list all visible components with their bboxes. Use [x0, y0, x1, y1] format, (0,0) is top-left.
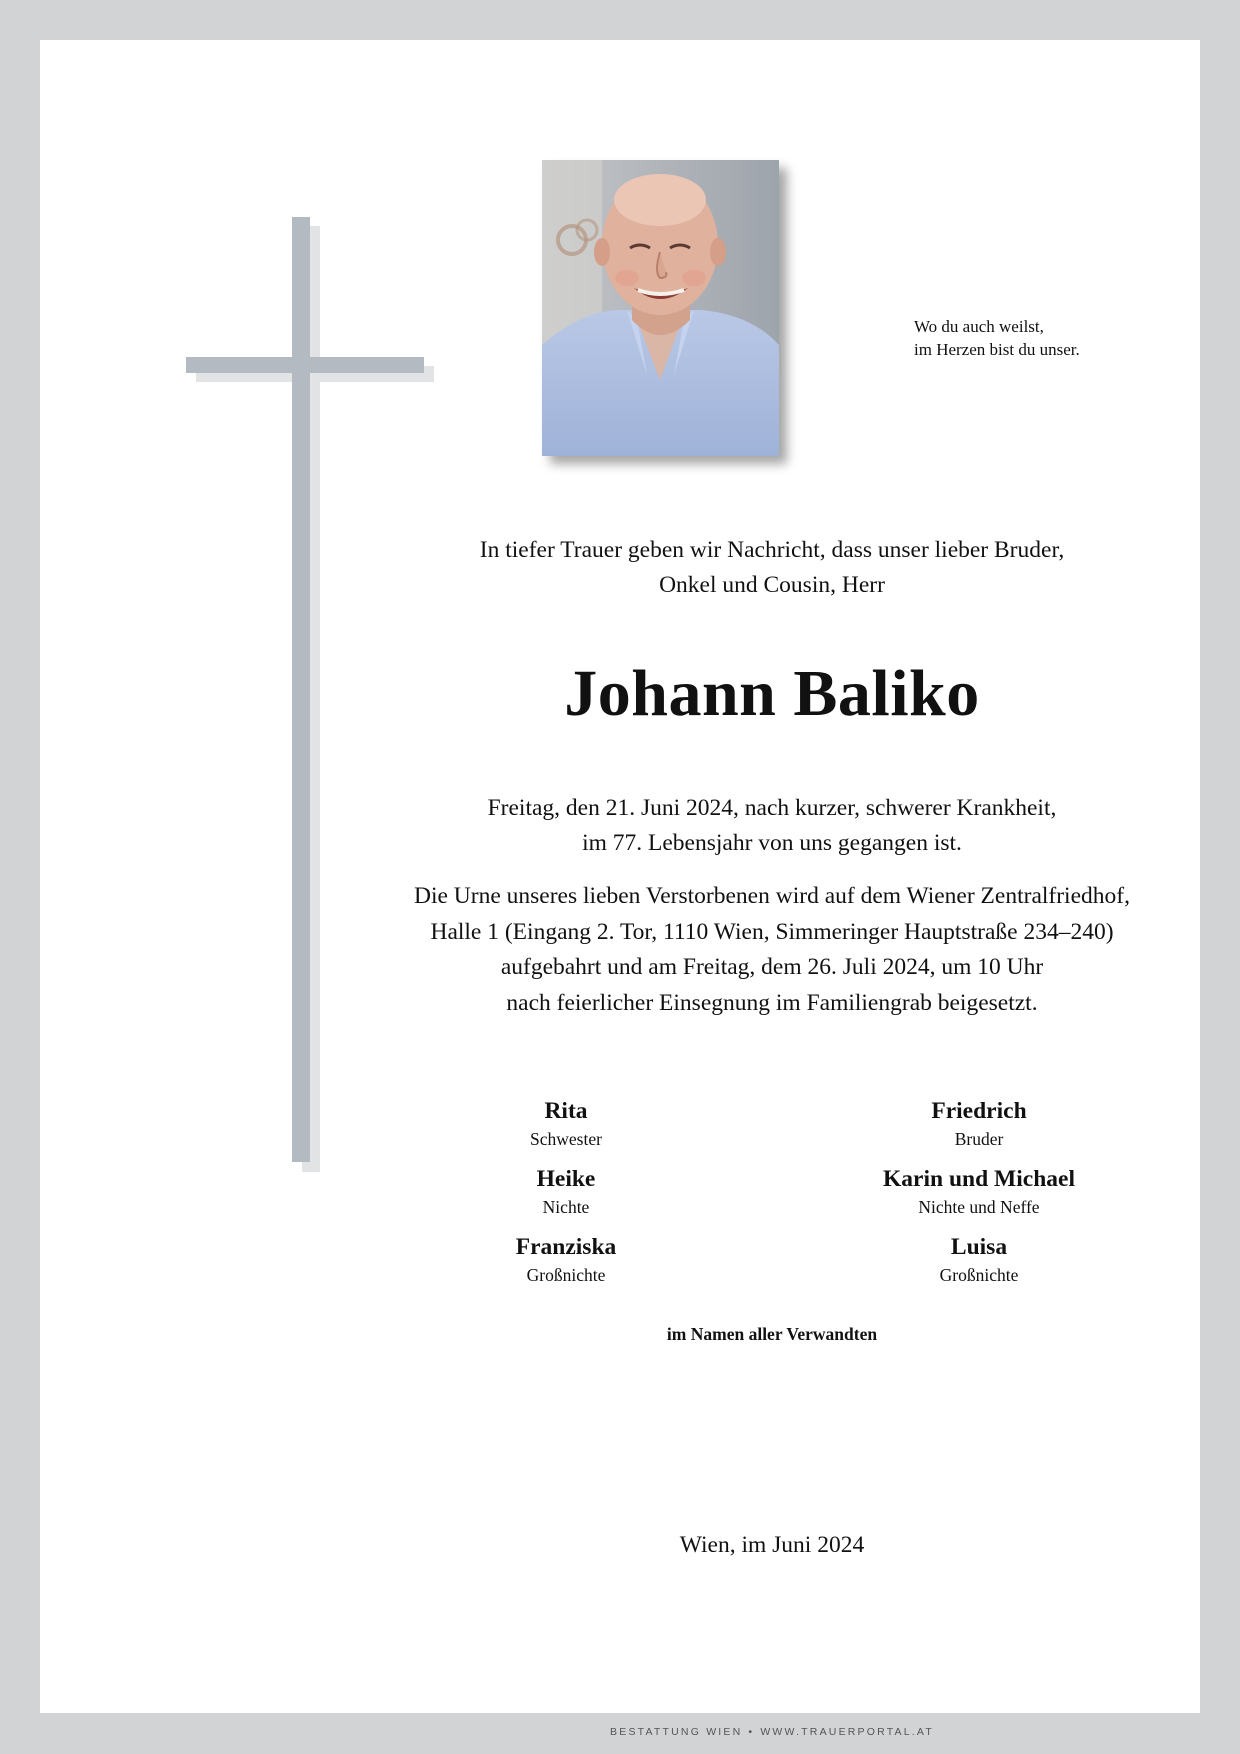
motto-line-1: Wo du auch weilst, [914, 317, 1044, 336]
mourner-name: Karin und Michael [883, 1166, 1075, 1192]
mourner-entry [829, 1233, 1129, 1286]
deceased-portrait-photo [542, 160, 779, 456]
mourner-relation: Schwester [530, 1129, 602, 1149]
footer [340, 1726, 1204, 1738]
funeral-details [340, 879, 1204, 1021]
mourner-relation: Großnichte [526, 1265, 606, 1285]
mourner-name: Luisa [950, 1234, 1008, 1260]
funeral-line-1: Die Urne unseres lieben Verstorbenen wird auf dem Wiener Zentralfriedhof, [414, 883, 1130, 909]
deceased-name: Johann Baliko [564, 657, 980, 730]
mourner-relation: Bruder [954, 1129, 1004, 1149]
footer-website-link[interactable]: WWW.TRAUERPORTAL.AT [760, 1726, 934, 1738]
mourner-entry [829, 1165, 1129, 1218]
mourner-entry [829, 1097, 1129, 1150]
mourner-relation: Nichte [542, 1197, 590, 1217]
intro-line-1: In tiefer Trauer geben wir Nachricht, dass unser lieber Bruder, [479, 537, 1065, 563]
intro-text [340, 533, 1204, 603]
mourner-name: Friedrich [931, 1098, 1027, 1124]
intro-line-2: Onkel und Cousin, Herr [659, 572, 885, 598]
footer-separator: • [748, 1726, 755, 1738]
death-line-2: im 77. Lebensjahr von uns gegangen ist. [582, 830, 962, 856]
funeral-line-2: Halle 1 (Eingang 2. Tor, 1110 Wien, Simmeringer Hauptstraße 234–240) [430, 918, 1114, 945]
mourner-entry [416, 1165, 716, 1218]
motto-line-2: im Herzen bist du unser. [914, 340, 1080, 359]
motto-quote [914, 315, 1080, 361]
mourner-entry [416, 1233, 716, 1286]
funeral-line-3: aufgebahrt und am Freitag, dem 26. Juli 2024, um 10 Uhr [500, 954, 1044, 980]
mourner-name: Rita [544, 1098, 588, 1124]
funeral-line-4: nach feierlicher Einsegnung im Familiengrab beigesetzt. [506, 989, 1038, 1016]
mourner-relation: Großnichte [939, 1265, 1019, 1285]
cross-icon-horizontal-bar [186, 357, 424, 373]
family-note: im Namen aller Verwandten [666, 1324, 878, 1344]
death-line-1: Freitag, den 21. Juni 2024, nach kurzer, schwerer Krankheit, [487, 795, 1057, 821]
place-date: Wien, im Juni 2024 [679, 1532, 865, 1558]
death-notice [340, 791, 1204, 861]
footer-company: BESTATTUNG WIEN [610, 1726, 743, 1738]
obituary-sheet [40, 40, 1200, 1738]
mourner-entry [416, 1097, 716, 1150]
mourner-relation: Nichte und Neffe [918, 1197, 1040, 1217]
mourner-name: Heike [536, 1166, 596, 1192]
mourner-name: Franziska [515, 1234, 617, 1260]
